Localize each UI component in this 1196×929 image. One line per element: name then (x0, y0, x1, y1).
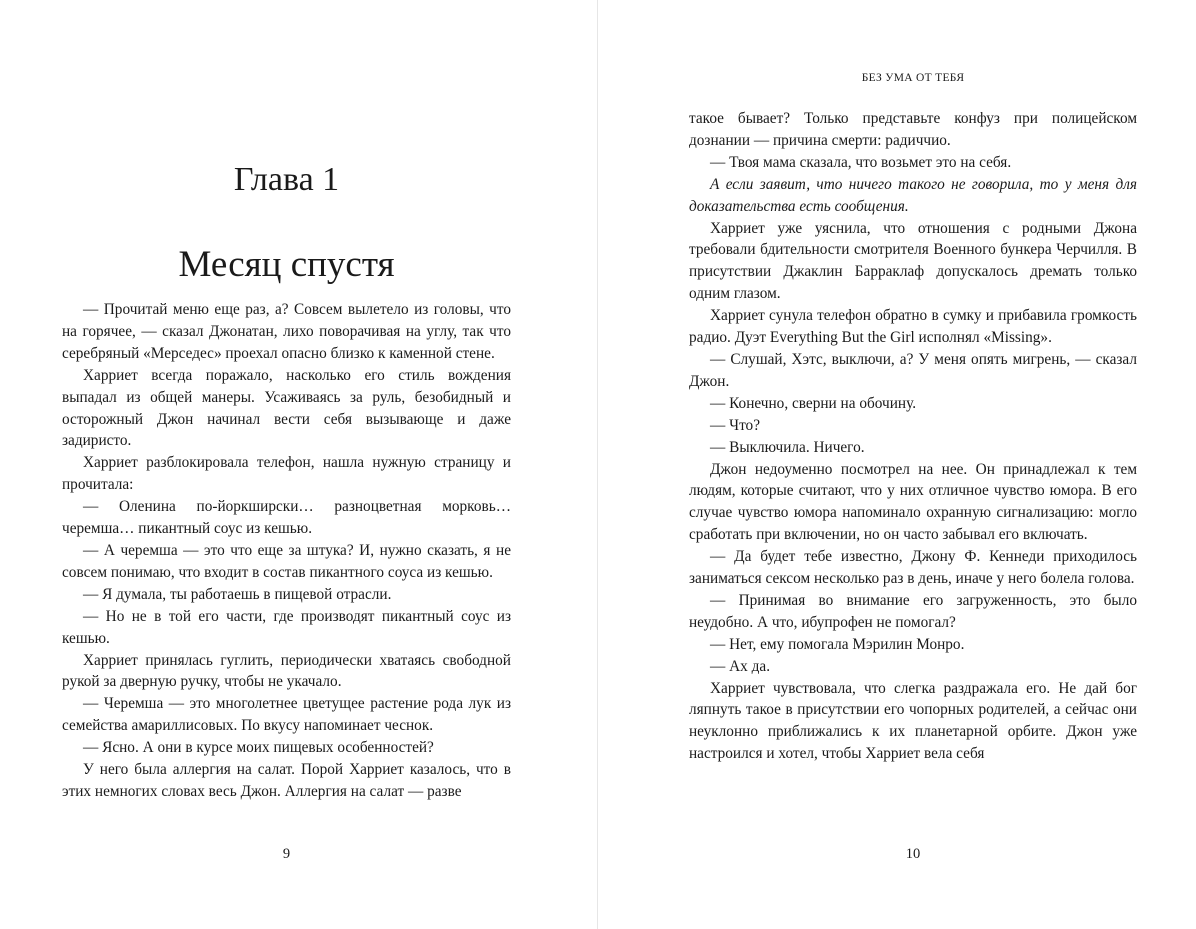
paragraph: — Выключила. Ничего. (710, 438, 865, 456)
paragraph: Джон недоуменно посмотрел на нее. Он принадлежал к тем людям, которые считают, что у них отличное чувство юмора. В его случае чувство юмора напоминало охранную сигнализацию: могло сработать при включении, но он часто забывал его включать. (689, 460, 1137, 544)
paragraph: — Ах да. (710, 657, 771, 675)
page-number: 9 (282, 846, 291, 862)
paragraph: — Нет, ему помогала Мэрилин Монро. (710, 635, 965, 653)
paragraph: — Черемша — это многолетнее цветущее растение рода лук из семейства амариллисовых. По вкусу напоминает чеснок. (62, 695, 511, 735)
chapter-title: Месяц спустя (178, 244, 395, 285)
paragraph: — Но не в той его части, где производят пикантный соус из кешью. (62, 607, 511, 647)
paragraph-italic: А если заявит, что ничего такого не говорила, то у меня для доказательства есть сообщения. (689, 175, 1137, 215)
gutter-divider (597, 0, 598, 929)
paragraph-continuation: такое бывает? Только представьте конфуз при полицейском дознании — причина смерти: радиччио. (689, 110, 1137, 149)
paragraph: — Твоя мама сказала, что возьмет это на себя. (710, 153, 1012, 171)
paragraph: — Что? (710, 416, 760, 434)
paragraph: Харриет всегда поражало, насколько его стиль вождения выпадал из общей манеры. Усаживаясь за руль, безобидный и осторожный Джон начинал вести себя вызывающе и даже задиристо. (62, 366, 511, 450)
paragraph: Харриет сунула телефон обратно в сумку и прибавила громкость радио. Дуэт Everything But the Girl исполнял «Missing». (689, 307, 1137, 347)
left-page (62, 0, 511, 929)
paragraph: — А черемша — это что еще за штука? И, нужно сказать, я не совсем понимаю, что входит в состав пикантного соуса из кешью. (62, 541, 511, 581)
right-page-body (689, 108, 1137, 765)
paragraph: Харриет принялась гуглить, периодически хватаясь свободной рукой за дверную ручку, чтобы не укачало. (62, 651, 511, 691)
paragraph: — Ясно. А они в курсе моих пищевых особенностей? (83, 739, 434, 757)
paragraph: — Конечно, сверни на обочину. (710, 394, 917, 412)
paragraph: Харриет разблокировала телефон, нашла нужную страницу и прочитала: (62, 454, 511, 494)
paragraph: Харриет уже уяснила, что отношения с родными Джона требовали бдительности смотрителя Военного бункера Черчилля. В присутствии Джаклин Барраклаф допускалось дремать только одним глазом. (689, 219, 1137, 303)
chapter-number: Глава 1 (233, 161, 340, 198)
paragraph: — Слушай, Хэтс, выключи, а? У меня опять мигрень, — сказал Джон. (689, 350, 1137, 390)
paragraph: Харриет чувствовала, что слегка раздражала его. Не дай бог ляпнуть такое в присутствии его чопорных родителей, а сейчас они неуклонно приближались к их планетарной орбите. Джон уже настроился и хотел, чтобы Харриет вела себя (689, 679, 1137, 763)
page-number: 10 (905, 846, 921, 862)
paragraph: — Да будет тебе известно, Джону Ф. Кеннеди приходилось заниматься сексом несколько раз в день, иначе у него болела голова. (689, 548, 1137, 588)
left-page-body (62, 299, 511, 803)
running-head: БЕЗ УМА ОТ ТЕБЯ (861, 72, 965, 84)
right-page (689, 0, 1137, 929)
paragraph: — Прочитай меню еще раз, а? Совсем вылетело из головы, что на горячее, — сказал Джонатан, лихо поворачивая на углу, так что серебряный «Мерседес» проехал опасно близко к каменной стене. (62, 301, 511, 362)
paragraph: — Я думала, ты работаешь в пищевой отрасли. (83, 585, 392, 603)
paragraph: — Оленина по-йоркширски… разноцветная морковь… черемша… пикантный соус из кешью. (62, 498, 511, 538)
paragraph: У него была аллергия на салат. Порой Харриет казалось, что в этих немногих словах весь Джон. Аллергия на салат — разве (62, 761, 511, 800)
paragraph: — Принимая во внимание его загруженность, это было неудобно. А что, ибупрофен не помогал? (689, 591, 1137, 631)
